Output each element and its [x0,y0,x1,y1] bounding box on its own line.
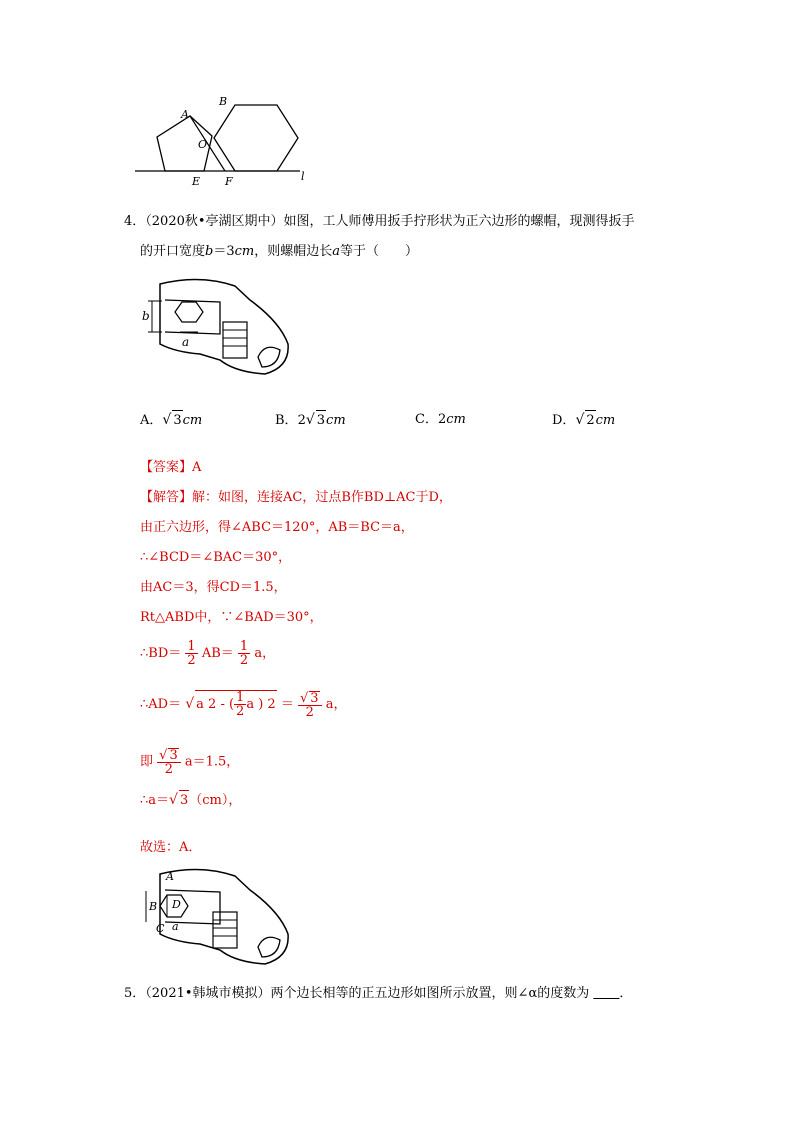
question-text: ，则螺帽边长 [254,244,333,259]
question-source: （2021•韩城市模拟） [145,986,271,1001]
fraction-half [185,640,197,667]
fraction-sqrt3-over-2 [298,691,322,719]
label-D: D [172,898,181,911]
radical-part: a ) 2 [246,697,276,712]
option-radicand: 2 [585,410,595,431]
question-text: 等于（ ） [340,244,419,259]
option-B[interactable]: B．2√ 3cm [275,410,346,431]
label-A: A [166,870,174,883]
frac-num: 1 [239,639,249,654]
solution-line-2: 由正六边形，得∠ABC＝120°，AB＝BC＝a， [140,520,414,535]
solution-text: AB＝ [201,646,234,661]
frac-den: 2 [239,653,249,668]
option-radicand: 3 [316,410,326,431]
solution-text: a， [325,697,347,712]
solution-line-10: 故选：A． [140,840,202,855]
solution-text: a＝1.5， [184,754,240,770]
solution-line-7: ∴AD＝ √ a 2 - ( $\frac{1}{2}$ a ) 2 ＝ $\frac{√ 3}{2}$ a， [140,690,347,720]
option-unit: cm [182,413,203,428]
fraction-sqrt3-over-2 [157,748,181,776]
solution-line-6 [140,640,275,667]
radical-expression [195,690,277,718]
option-coef: 2 [297,413,306,428]
solution-line-4: 由AC＝3，得CD＝1.5， [140,580,287,595]
question-number: 5． [124,986,146,1001]
wrench-figure [140,272,290,382]
option-unit: cm [595,413,616,428]
radicand: 3 [310,690,319,706]
option-letter: C． [415,412,438,427]
solution-line-1 [140,488,452,508]
option-unit: cm [446,412,466,427]
frac-num: √ 3 [157,748,181,763]
question-text: 如图，工人师傅用扳手拧形状为正六边形的螺帽，现测得扳手 [283,214,635,229]
var-b: b [205,244,214,259]
question-text: 的开口宽度 [140,244,206,259]
label-C: C [156,922,165,935]
radicand: 3 [169,748,178,763]
frac-num: 1 [236,690,245,705]
label-b: b [142,309,150,323]
fraction-half [238,640,250,667]
label-A: A [181,108,189,121]
solution-text: ＝ [280,697,294,712]
solution-line-3: ∴∠BCD＝∠BAC＝30°， [140,550,292,565]
label-E: E [192,175,201,188]
option-A[interactable]: A．√ 3cm [140,410,202,431]
question-number: 4． [124,214,146,229]
fraction-half [234,691,246,718]
frac-den: 2 [164,762,174,777]
solution-text: ∴AD＝ [140,697,182,712]
label-F: F [225,175,233,188]
label-a: a [182,335,190,349]
solution-text: a， [254,646,276,661]
frac-num: 1 [187,639,196,654]
frac-den: 2 [187,653,196,668]
wrench-solution-figure [140,862,290,972]
answer-line: 【答案】A [140,460,202,475]
option-letter: D． [552,413,576,428]
solution-text: 解：如图，连接AC，过点B作BD⊥AC于D， [192,490,452,505]
radical-part: a 2 - ( [196,697,235,712]
var-a: a [332,244,341,259]
label-a: a [172,920,179,933]
option-letter: B． [275,413,298,428]
label-B: B [219,95,228,108]
question-4-line-2 [140,242,418,262]
option-unit: cm [326,413,346,428]
solution-text: （cm）， [189,793,242,808]
frac-den: 2 [236,704,245,719]
option-D[interactable]: D．√ 2cm [552,410,615,431]
pentagon-hexagon-figure [130,90,320,190]
frac-num: √ 3 [298,691,322,706]
solution-line-9: ∴a＝√ 3（cm）， [140,790,241,811]
question-5 [124,984,694,1004]
solution-line-8 [140,748,239,776]
solution-text: 即 [140,754,154,770]
solution-tag: 【解答】 [140,490,193,505]
option-coef: 2 [437,412,447,427]
frac-den: 2 [305,704,314,720]
question-text: ＝3 [213,244,235,259]
question-text: 两个边长相等的正五边形如图所示放置，则∠α的度数为 [270,986,590,1001]
unit-cm: cm [234,244,255,259]
option-letter: A． [140,413,163,428]
question-4-line-1 [124,212,684,232]
label-l: l [301,170,305,183]
question-source: （2020秋•亭湖区期中） [145,214,284,229]
question-text: ． [619,986,633,1001]
option-C[interactable] [415,410,466,430]
solution-line-5: Rt△ABD中，∵∠BAD＝30°， [140,610,323,625]
answer-blank[interactable]: ＿＿ [593,986,620,1001]
solution-text: ∴a＝ [140,793,170,808]
solution-text: ∴BD＝ [140,646,182,661]
label-O: O [198,138,208,151]
radicand: 3 [179,790,189,811]
option-radicand: 3 [172,410,182,431]
label-B: B [149,900,158,913]
